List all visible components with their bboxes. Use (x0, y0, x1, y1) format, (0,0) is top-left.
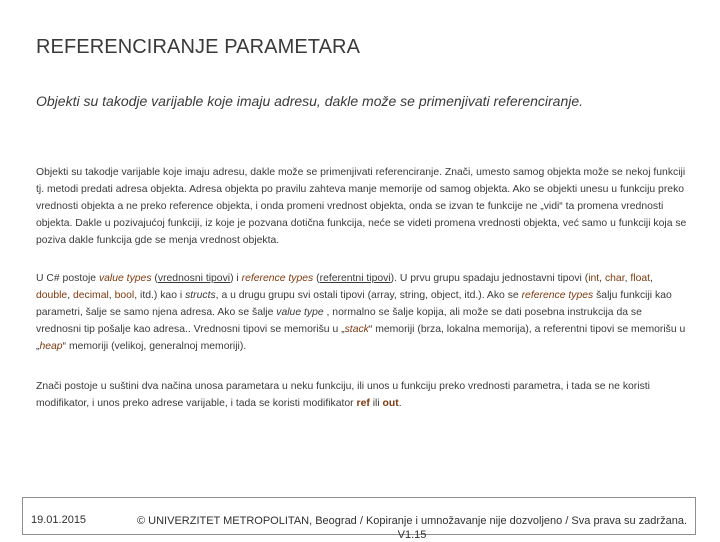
keyword-out: out (382, 398, 399, 409)
term-heap: heap (39, 341, 63, 352)
term-value-type: value type (276, 307, 324, 318)
term-value-types: value types (98, 273, 152, 284)
term-referentni-tipovi: referentni tipovi (319, 273, 391, 284)
subtitle: Objekti su takodje varijable koje imaju adresu, dakle može se primenjivati referenciranje. (36, 93, 584, 109)
paragraph-value-reference-types: U C# postoje value types (vrednosni tipovi) i reference types (referentni tipovi). U prvu grupu spadaju jednostavni tipovi (int, char, float, double, decimal, bool, itd.) kao i structs, a u drugu grupu svi ostali tipovi (array, string, object, itd.). Ako se reference types šalju funkciji kao parametri, šalje se samo njena adresa. Ako se šalje value type , normalno se šalje kopija, ali može se dati posebna instrukcija da se vrednosni tip pošalje kao adresa.. Vrednosni tipovi se memorišu u „stack“ memoriji (brza, lokalna memorija), a referentni tipovi se memorišu u „heap“ memoriji (velikoj, generalnoj memoriji). (36, 273, 686, 352)
term-reference-types: reference types (241, 273, 314, 284)
footer (22, 497, 696, 541)
keyword-int: int (588, 273, 600, 284)
keyword-double: double (36, 290, 68, 301)
footer-date: 19.01.2015 (31, 514, 87, 526)
paragraph-objects-references: Objekti su takodje varijable koje imaju adresu, dakle može se primenjivati referenciranje. Znači, umesto samog objekta može se nekoj funkciji tj. metodi predati adresa objekta. Adresa objekta po pravilu zahteva manje memorije od samog objekta. Ako se objekti unesu u funkciju preko vrednosti objekta a ne preko reference objekta, i onda promeni vrednost objekta, onda se izvan te funkcije ne „vidi“ ta promena vrednosti objekta. Dakle u pozivajućoj funkciji, iz koje je pozvana dotična funkcija, neće se videti promena vrednosti objekta, već samo u funkciji koja se poziva dakle funkcija gde se menja vrednost objekta. (36, 167, 687, 246)
term-structs: structs (185, 290, 216, 301)
keyword-decimal: decimal (72, 290, 109, 301)
term-vrednosni-tipovi: vrednosni tipovi (157, 273, 231, 284)
keyword-bool: bool (114, 290, 135, 301)
term-stack: stack (344, 324, 369, 335)
keyword-char: char (604, 273, 625, 284)
footer-copyright: © UNIVERZITET METROPOLITAN, Beograd / Kopiranje i umnožavanje nije dozvoljeno / Sva prava su zadržana. V1.15 (137, 515, 687, 541)
paragraph-parameter-passing: Znači postoje u suštini dva načina unosa parametara u neku funkciju, ili unos u funkciju preko vrednosti parametra, i tada se ne koristi modifikator, i unos preko adrese varijable, i tada se koristi modifikator ref ili out. (36, 381, 650, 409)
keyword-float: float (630, 273, 651, 284)
term-reference-types-2: reference types (521, 290, 594, 301)
keyword-ref: ref (356, 398, 370, 409)
page-title: REFERENCIRANJE PARAMETARA (36, 36, 361, 58)
